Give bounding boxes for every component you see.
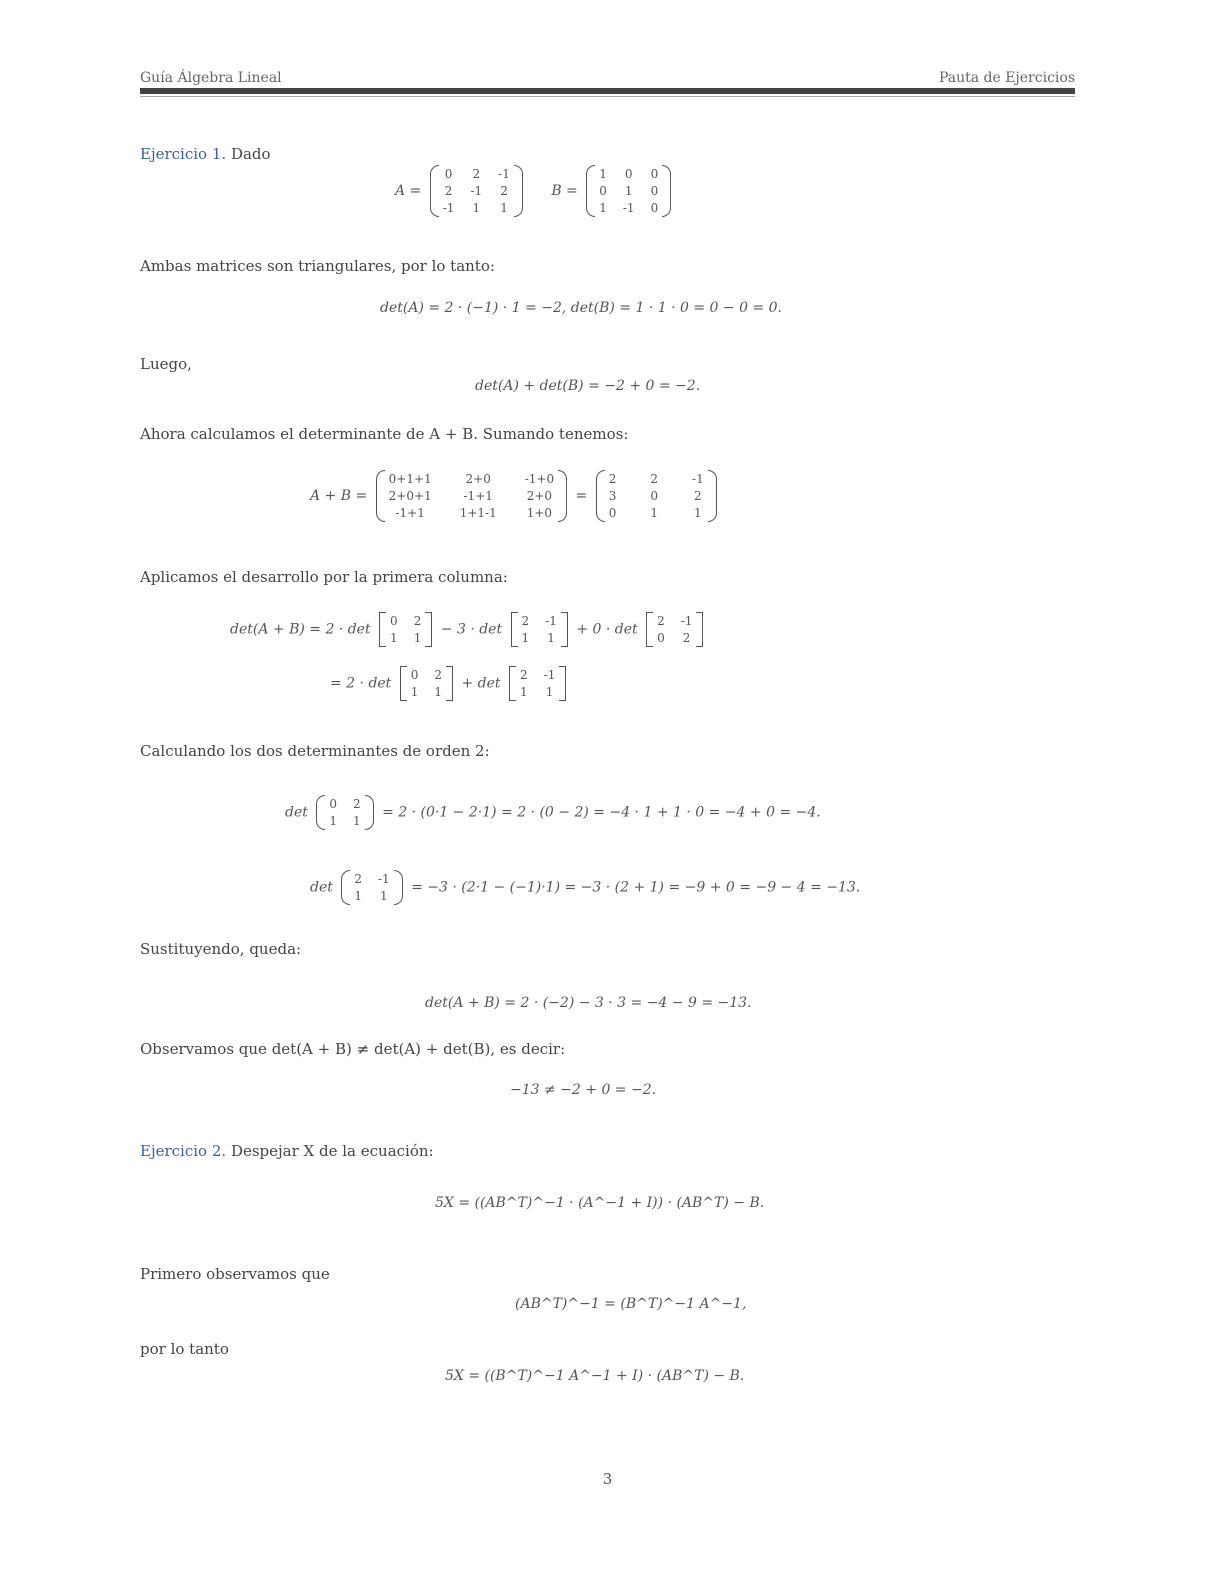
minor-4 bbox=[400, 666, 453, 701]
ej2-eq1: 5X = ((AB^T)^−1 · (A^−1 + I)) · (AB^T) − B. bbox=[435, 1195, 765, 1211]
matrix-cell: 0 bbox=[657, 631, 665, 645]
matrix-AB2 bbox=[596, 470, 717, 522]
development-line2 bbox=[330, 666, 570, 701]
matrix-cell: -1+0 bbox=[524, 472, 555, 486]
minor-1 bbox=[379, 612, 432, 647]
matrix-cell: 1 bbox=[545, 685, 554, 699]
matrix-cell: 0 bbox=[390, 614, 398, 628]
header-right: Pauta de Ejercicios bbox=[938, 70, 1075, 86]
matrix-cell: 2 bbox=[413, 614, 422, 628]
matrix-sum: A + B = 0+1+1 2+0 -1+0 2+0+1 -1+1 2+0 -1+1 1+1-1 1+0 = 2 2 -1 3 0 2 0 1 1 bbox=[310, 470, 721, 522]
A-name: A = bbox=[395, 183, 422, 199]
document-page bbox=[140, 0, 1075, 1584]
matrix-cell: 0 bbox=[650, 489, 659, 503]
matrix-cell: 0+1+1 bbox=[388, 472, 432, 486]
matrix-cell: 1 bbox=[547, 631, 555, 645]
matrix-cell: -1 bbox=[442, 201, 455, 215]
matrix-cell: 1+1-1 bbox=[459, 506, 497, 520]
calc1-text: = 2 · (0·1 − 2·1) = 2 · (0 − 2) = −4 · 1 + 1 · 0 = −4 + 0 = −4. bbox=[382, 804, 821, 821]
B-name: B = bbox=[551, 183, 578, 199]
matrix-cell: -1+1 bbox=[395, 506, 425, 520]
matrix-cell: 1 bbox=[521, 631, 530, 645]
matrix-cell: 1 bbox=[410, 685, 419, 699]
matrix-cell: 2 bbox=[608, 472, 617, 486]
ej1-line2: Luego, bbox=[140, 355, 192, 373]
matrix-cell: 2+0 bbox=[465, 472, 491, 486]
matrix-cell: 2 bbox=[694, 489, 702, 503]
ej1-eq1: det(A) = 2 · (−1) · 1 = −2, det(B) = 1 · 1 · 0 = 0 − 0 = 0. bbox=[380, 300, 782, 316]
matrix-cell: 1 bbox=[354, 889, 362, 903]
matrix-cell: 1 bbox=[434, 685, 443, 699]
header-rule-thin bbox=[140, 96, 1075, 97]
matrix-cell: -1 bbox=[543, 668, 556, 682]
matrix-cell: 1 bbox=[624, 184, 633, 198]
AB-name: A + B = bbox=[310, 488, 368, 504]
matrix-cell: 1 bbox=[500, 201, 508, 215]
ej1-line3: Ahora calculamos el determinante de A + B. Sumando tenemos: bbox=[140, 425, 629, 443]
matrix-cell: 2 bbox=[657, 614, 665, 628]
header-left: Guía Álgebra Lineal bbox=[140, 70, 282, 86]
matrix-cell: 1 bbox=[599, 201, 607, 215]
calc1: det 0 2 1 1 = 2 · (0·1 − 2·1) = 2 · (0 − 2) = −4 · 1 + 1 · 0 = −4 + 0 = −4. bbox=[285, 797, 821, 828]
ej1-line5: Calculando los dos determinantes de orden 2: bbox=[140, 742, 490, 760]
calc2-matrix bbox=[341, 870, 402, 905]
ej2-intro: Despejar X de la ecuación: bbox=[230, 1142, 434, 1160]
matrix-cell: 0 bbox=[650, 201, 659, 215]
matrix-cell: -1 bbox=[680, 614, 693, 628]
matrix-cell: 2 bbox=[650, 472, 659, 486]
matrix-cell: 1 bbox=[380, 889, 388, 903]
matrix-cell: 2 bbox=[520, 668, 528, 682]
ej2-heading bbox=[140, 1142, 434, 1160]
matrix-cell: 1 bbox=[694, 506, 702, 520]
matrix-cell: 0 bbox=[444, 167, 453, 181]
matrix-cell: 2 bbox=[682, 631, 691, 645]
dev1: det(A + B) = 2 · det bbox=[230, 621, 371, 638]
matrix-cell: -1 bbox=[622, 201, 635, 215]
ej1-intro: Dado bbox=[230, 145, 271, 163]
ej2-line2: por lo tanto bbox=[140, 1340, 229, 1358]
matrix-cell: 0 bbox=[650, 184, 659, 198]
matrix-cell: 0 bbox=[410, 668, 419, 682]
header-rule bbox=[140, 88, 1075, 94]
ej1-eq4: −13 ≠ −2 + 0 = −2. bbox=[510, 1082, 657, 1098]
calc2-text: = −3 · (2·1 − (−1)·1) = −3 · (2 + 1) = −9 + 0 = −9 − 4 = −13. bbox=[411, 879, 861, 896]
development-line1 bbox=[230, 612, 707, 647]
ej1-line6: Sustituyendo, queda: bbox=[140, 940, 302, 958]
matrix-cell: 0 bbox=[624, 167, 633, 181]
matrix-A bbox=[430, 165, 523, 217]
calc1-matrix bbox=[316, 795, 373, 830]
dev3: + 0 · det bbox=[576, 621, 638, 638]
matrix-B bbox=[586, 165, 671, 217]
matrix-cell: 1 bbox=[650, 506, 659, 520]
matrix-cell: 1 bbox=[390, 631, 398, 645]
matrix-cell: 2 bbox=[521, 614, 530, 628]
dev4: = 2 · det bbox=[330, 675, 392, 692]
matrix-cell: 2 bbox=[352, 797, 361, 811]
matrix-cell: 2+0 bbox=[526, 489, 553, 503]
matrix-cell: 1+0 bbox=[526, 506, 553, 520]
matrix-cell: 1 bbox=[520, 685, 528, 699]
matrix-cell: 1 bbox=[599, 167, 607, 181]
matrix-cell: 2 bbox=[472, 167, 481, 181]
matrix-cell: 3 bbox=[608, 489, 617, 503]
matrix-cell: 0 bbox=[650, 167, 659, 181]
matrix-cell: 0 bbox=[599, 184, 607, 198]
dev5: + det bbox=[461, 675, 501, 692]
matrix-cell: 2 bbox=[434, 668, 443, 682]
page-header bbox=[140, 70, 1075, 90]
matrix-cell: 2 bbox=[500, 184, 508, 198]
ej1-heading bbox=[140, 145, 271, 163]
ej1-line7: Observamos que det(A + B) ≠ det(A) + det(B), es decir: bbox=[140, 1040, 566, 1058]
matrix-cell: 1 bbox=[472, 201, 481, 215]
minor-3 bbox=[646, 612, 703, 647]
matrix-cell: 1 bbox=[352, 814, 361, 828]
matrix-cell: -1 bbox=[545, 614, 557, 628]
ej1-line4: Aplicamos el desarrollo por la primera columna: bbox=[140, 568, 508, 586]
matrix-cell: 0 bbox=[608, 506, 617, 520]
matrix-cell: -1 bbox=[498, 167, 510, 181]
matrix-cell: 2 bbox=[444, 184, 453, 198]
ej2-eq2: (AB^T)^−1 = (B^T)^−1 A^−1, bbox=[515, 1296, 747, 1312]
matrix-cell: -1 bbox=[692, 472, 704, 486]
matrices-A-B bbox=[395, 165, 675, 217]
dev2: − 3 · det bbox=[440, 621, 503, 638]
minor-5 bbox=[509, 666, 566, 701]
page-number: 3 bbox=[602, 1470, 613, 1488]
matrix-cell: -1 bbox=[470, 184, 483, 198]
matrix-cell: 2 bbox=[354, 872, 362, 886]
ej1-eq2: det(A) + det(B) = −2 + 0 = −2. bbox=[475, 378, 701, 394]
matrix-cell: 2+0+1 bbox=[388, 489, 432, 503]
matrix-cell: 1 bbox=[329, 814, 337, 828]
ej2-eq3: 5X = ((B^T)^−1 A^−1 + I) · (AB^T) − B. bbox=[445, 1368, 745, 1384]
calc2: det 2 -1 1 1 = −3 · (2·1 − (−1)·1) = −3 · (2 + 1) = −9 + 0 = −9 − 4 = −13. bbox=[310, 872, 861, 903]
matrix-cell: 1 bbox=[413, 631, 422, 645]
matrix-cell: 0 bbox=[329, 797, 337, 811]
ej1-eq3: det(A + B) = 2 · (−2) − 3 · 3 = −4 − 9 = −13. bbox=[425, 995, 752, 1011]
ej2-label: Ejercicio 2. bbox=[140, 1142, 227, 1160]
matrix-AB1 bbox=[376, 470, 567, 522]
matrix-cell: -1+1 bbox=[463, 489, 493, 503]
ej2-line1: Primero observamos que bbox=[140, 1265, 330, 1283]
ej1-label: Ejercicio 1. bbox=[140, 145, 227, 163]
matrix-cell: -1 bbox=[377, 872, 390, 886]
minor-2 bbox=[511, 612, 568, 647]
ej1-line1: Ambas matrices son triangulares, por lo tanto: bbox=[140, 257, 495, 275]
